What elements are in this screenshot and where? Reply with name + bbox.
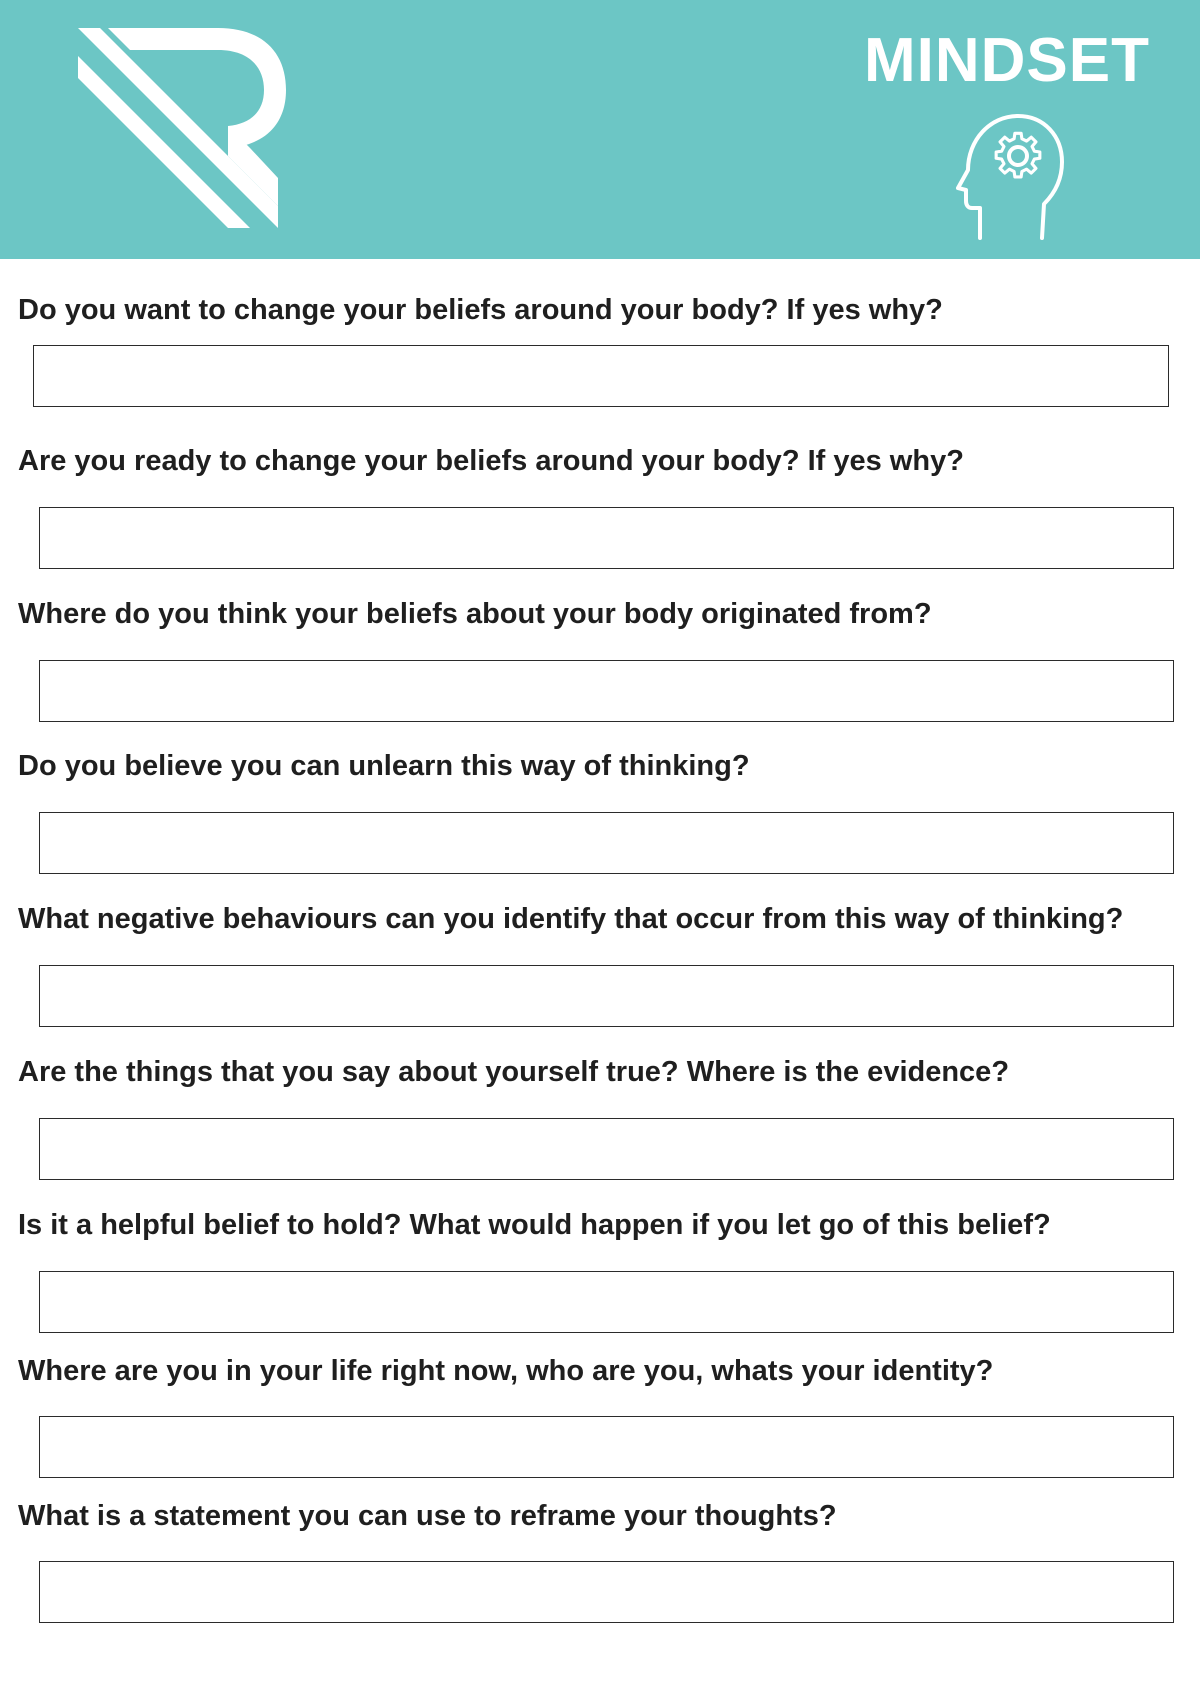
- answer-field[interactable]: [39, 965, 1174, 1027]
- question-label: What negative behaviours can you identify that occur from this way of thinking?: [18, 903, 1124, 935]
- question-label: Do you believe you can unlearn this way of thinking?: [18, 750, 750, 782]
- answer-field[interactable]: [39, 1118, 1174, 1180]
- head-with-gear-icon: [946, 104, 1066, 240]
- answer-field[interactable]: [39, 1561, 1174, 1623]
- question-label: Where do you think your beliefs about your body originated from?: [18, 598, 932, 630]
- page-title: MINDSET: [864, 26, 1150, 95]
- question-label: Where are you in your life right now, who are you, whats your identity?: [18, 1355, 994, 1387]
- answer-field[interactable]: [39, 660, 1174, 722]
- answer-field[interactable]: [39, 812, 1174, 874]
- answer-field[interactable]: [39, 507, 1174, 569]
- answer-field[interactable]: [39, 1416, 1174, 1478]
- answer-field[interactable]: [33, 345, 1169, 407]
- answer-field[interactable]: [39, 1271, 1174, 1333]
- question-label: What is a statement you can use to reframe your thoughts?: [18, 1500, 837, 1532]
- header-banner: [0, 0, 1200, 259]
- r-logo-icon: [78, 28, 288, 233]
- question-label: Is it a helpful belief to hold? What would happen if you let go of this belief?: [18, 1209, 1051, 1241]
- question-label: Do you want to change your beliefs around your body? If yes why?: [18, 294, 943, 326]
- question-label: Are the things that you say about yourself true? Where is the evidence?: [18, 1056, 1010, 1088]
- question-label: Are you ready to change your beliefs around your body? If yes why?: [18, 445, 964, 477]
